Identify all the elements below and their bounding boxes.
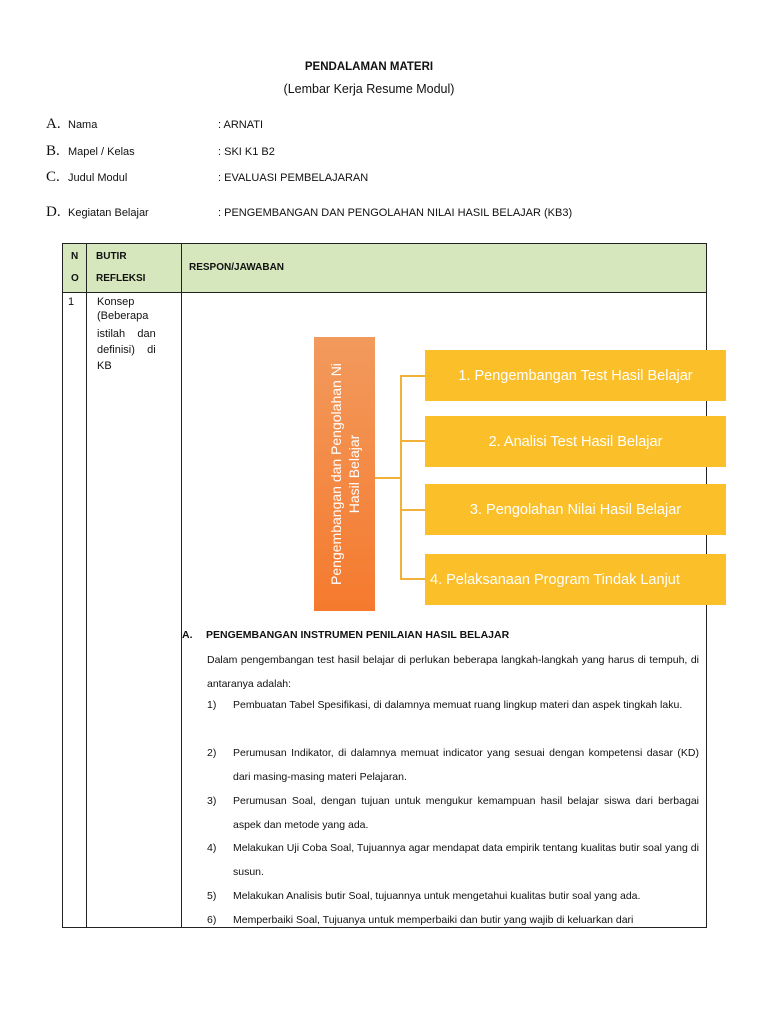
list-text: Perumusan Soal, dengan tujuan untuk mengukur kemampuan hasil belajar siswa dari berbagai aspek dan metode yang ada. — [233, 795, 699, 831]
list-text: Memperbaiki Soal, Tujuanya untuk memperbaiki dan butir yang wajib di keluarkan dari — [233, 914, 634, 926]
info-letter: D. — [46, 204, 61, 220]
info-value: : SKI K1 B2 — [218, 146, 275, 158]
diagram-main-label-line2: Hasil Belajar — [345, 434, 362, 514]
header-no-1: N — [71, 251, 79, 262]
column-divider — [86, 244, 87, 927]
list-number: 2) — [207, 747, 217, 759]
list-number: 5) — [207, 890, 217, 902]
list-number: 1) — [207, 699, 217, 711]
document-title: PENDALAMAN MATERI — [304, 61, 434, 73]
diagram-branch-4: 4. Pelaksanaan Program Tindak Lanjut — [425, 554, 726, 605]
info-key: Judul Modul — [68, 172, 128, 184]
section-intro: Dalam pengembangan test hasil belajar di perlukan beberapa langkah-langkah yang harus di tempuh, di antaranya adalah: — [207, 654, 699, 690]
info-letter: B. — [46, 143, 60, 159]
info-key: Kegiatan Belajar — [68, 207, 149, 219]
info-key: Nama — [68, 119, 98, 131]
header-no-2: O — [71, 273, 79, 284]
diagram-connector — [400, 375, 402, 579]
diagram-branch-1: 1. Pengembangan Test Hasil Belajar — [425, 350, 726, 401]
info-key: Mapel / Kelas — [68, 146, 135, 158]
list-number: 3) — [207, 795, 217, 807]
info-letter: C. — [46, 169, 60, 185]
header-respon: RESPON/JAWABAN — [189, 262, 285, 273]
diagram-main-label-line1: Pengembangan dan Pengolahan Ni — [327, 363, 344, 585]
header-butir-1: BUTIR — [96, 251, 127, 262]
section-letter: A. — [182, 629, 193, 641]
list-text: Pembuatan Tabel Spesifikasi, di dalamnya memuat ruang lingkup materi dan aspek tingkah laku. — [233, 699, 683, 711]
info-value: : ARNATI — [218, 119, 264, 131]
list-number: 6) — [207, 914, 217, 926]
column-divider — [181, 244, 182, 927]
row-butir-1: Konsep — [97, 296, 135, 308]
diagram-main-node — [314, 337, 375, 611]
info-letter: A. — [46, 116, 61, 132]
diagram-branch-2: 2. Analisi Test Hasil Belajar — [425, 416, 726, 467]
header-butir-2: REFLEKSI — [96, 273, 146, 284]
section-title — [182, 629, 509, 641]
diagram-main-label — [327, 337, 363, 611]
diagram-connector — [400, 440, 425, 442]
row-butir-2: (Beberapa — [97, 310, 149, 322]
diagram-connector — [375, 477, 401, 479]
diagram-connector — [400, 509, 425, 511]
diagram-connector — [400, 578, 425, 580]
table-header — [63, 244, 706, 293]
list-text: Perumusan Indikator, di dalamnya memuat indicator yang sesuai dengan kompetensi dasar (KD) dari masing-masing materi Pelajaran. — [233, 747, 699, 783]
row-butir-4: definisi) di — [97, 344, 156, 356]
document-subtitle: (Lembar Kerja Resume Modul) — [283, 82, 455, 96]
diagram-connector — [400, 375, 425, 377]
list-text: Melakukan Analisis butir Soal, tujuannya untuk mengetahui kualitas butir soal yang ada. — [233, 890, 641, 902]
row-number: 1 — [68, 296, 75, 308]
list-text: Melakukan Uji Coba Soal, Tujuannya agar mendapat data empirik tentang kualitas butir soal yang di susun. — [233, 842, 699, 878]
section-title-text: PENGEMBANGAN INSTRUMEN PENILAIAN HASIL BELAJAR — [206, 629, 510, 641]
info-value: : PENGEMBANGAN DAN PENGOLAHAN NILAI HASIL BELAJAR (KB3) — [218, 207, 573, 219]
diagram-branch-3: 3. Pengolahan Nilai Hasil Belajar — [425, 484, 726, 535]
row-butir-5: KB — [97, 360, 112, 372]
list-number: 4) — [207, 842, 217, 854]
info-value: : EVALUASI PEMBELAJARAN — [218, 172, 369, 184]
row-butir-3: istilah dan — [97, 328, 156, 340]
